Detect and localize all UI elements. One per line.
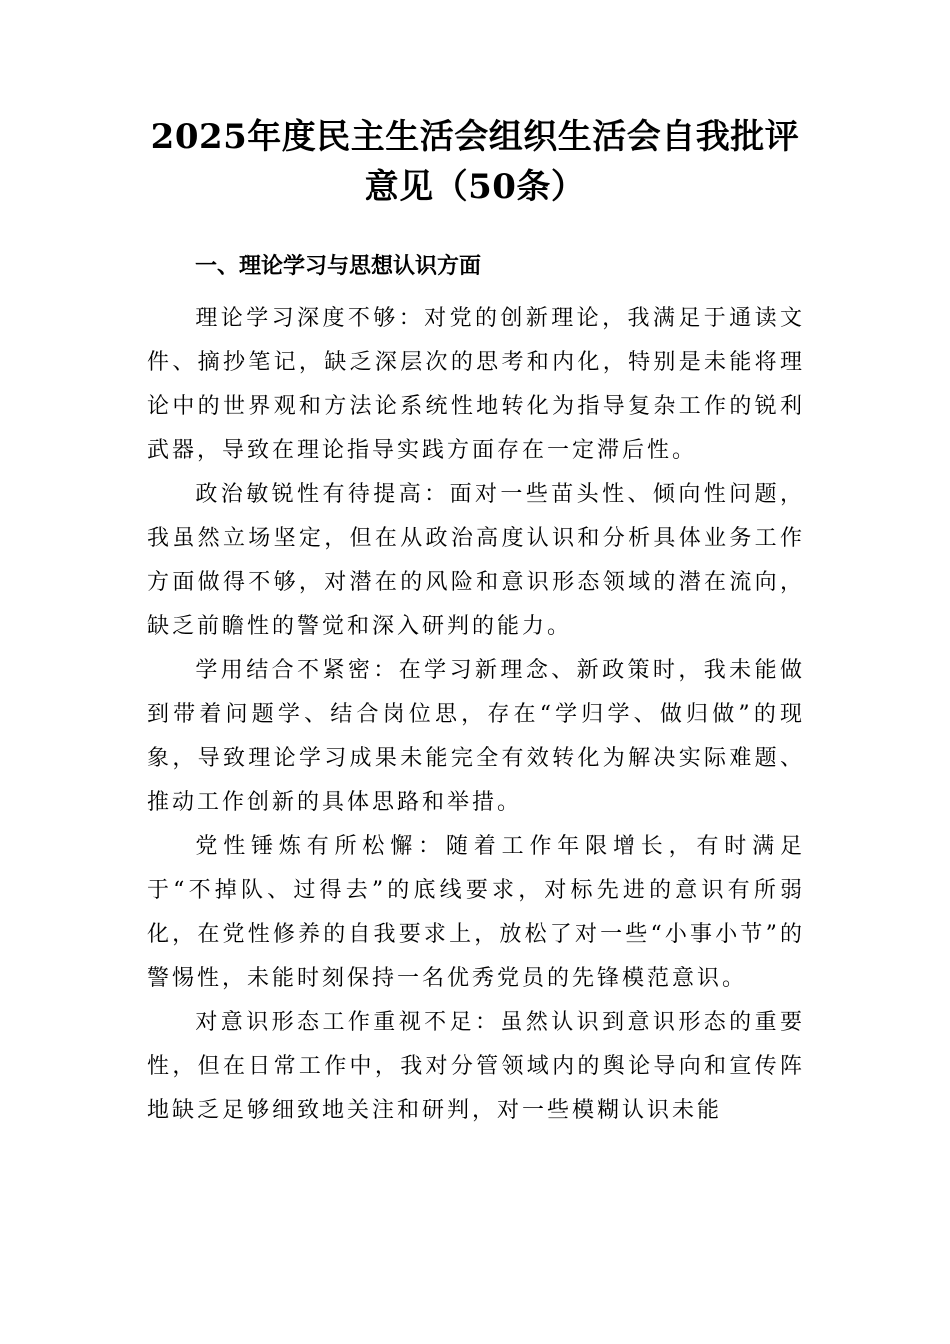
body-text (147, 297, 805, 1133)
title-line-2: 意见（50条） (364, 167, 586, 207)
section-heading: 一、理论学习与思想认识方面 (195, 254, 482, 279)
paragraph-ideology-work: 对意识形态工作重视不足：虽然认识到意识形态的重要性，但在日常工作中，我对分管领域内的舆论导向和宣传阵地缺乏足够细致地关注和研判，对一些模糊认识未能 (147, 1010, 805, 1123)
document-title (145, 112, 805, 212)
paragraph-party-spirit: 党性锤炼有所松懈：随着工作年限增长，有时满足于“不掉队、过得去”的底线要求，对标先进的意识有所弱化，在党性修养的自我要求上，放松了对一些“小事小节”的警惕性，未能时刻保持一名优秀党员的先锋模范意识。 (147, 834, 805, 991)
paragraph-study-application: 学用结合不紧密：在学习新理念、新政策时，我未能做到带着问题学、结合岗位思，存在“学归学、做归做”的现象，导致理论学习成果未能完全有效转化为解决实际难题、推动工作创新的具体思路和举措。 (147, 658, 805, 815)
paragraph-theory-study: 理论学习深度不够：对党的创新理论，我满足于通读文件、摘抄笔记，缺乏深层次的思考和内化，特别是未能将理论中的世界观和方法论系统性地转化为指导复杂工作的锐利武器，导致在理论指导实践方面存在一定滞后性。 (147, 306, 805, 463)
title-line-1: 2025年度民主生活会组织生活会自我批评 (150, 117, 800, 157)
paragraph-political-sensitivity: 政治敏锐性有待提高：面对一些苗头性、倾向性问题，我虽然立场坚定，但在从政治高度认识和分析具体业务工作方面做得不够，对潜在的风险和意识形态领域的潜在流向，缺乏前瞻性的警觉和深入研判的能力。 (147, 482, 805, 639)
